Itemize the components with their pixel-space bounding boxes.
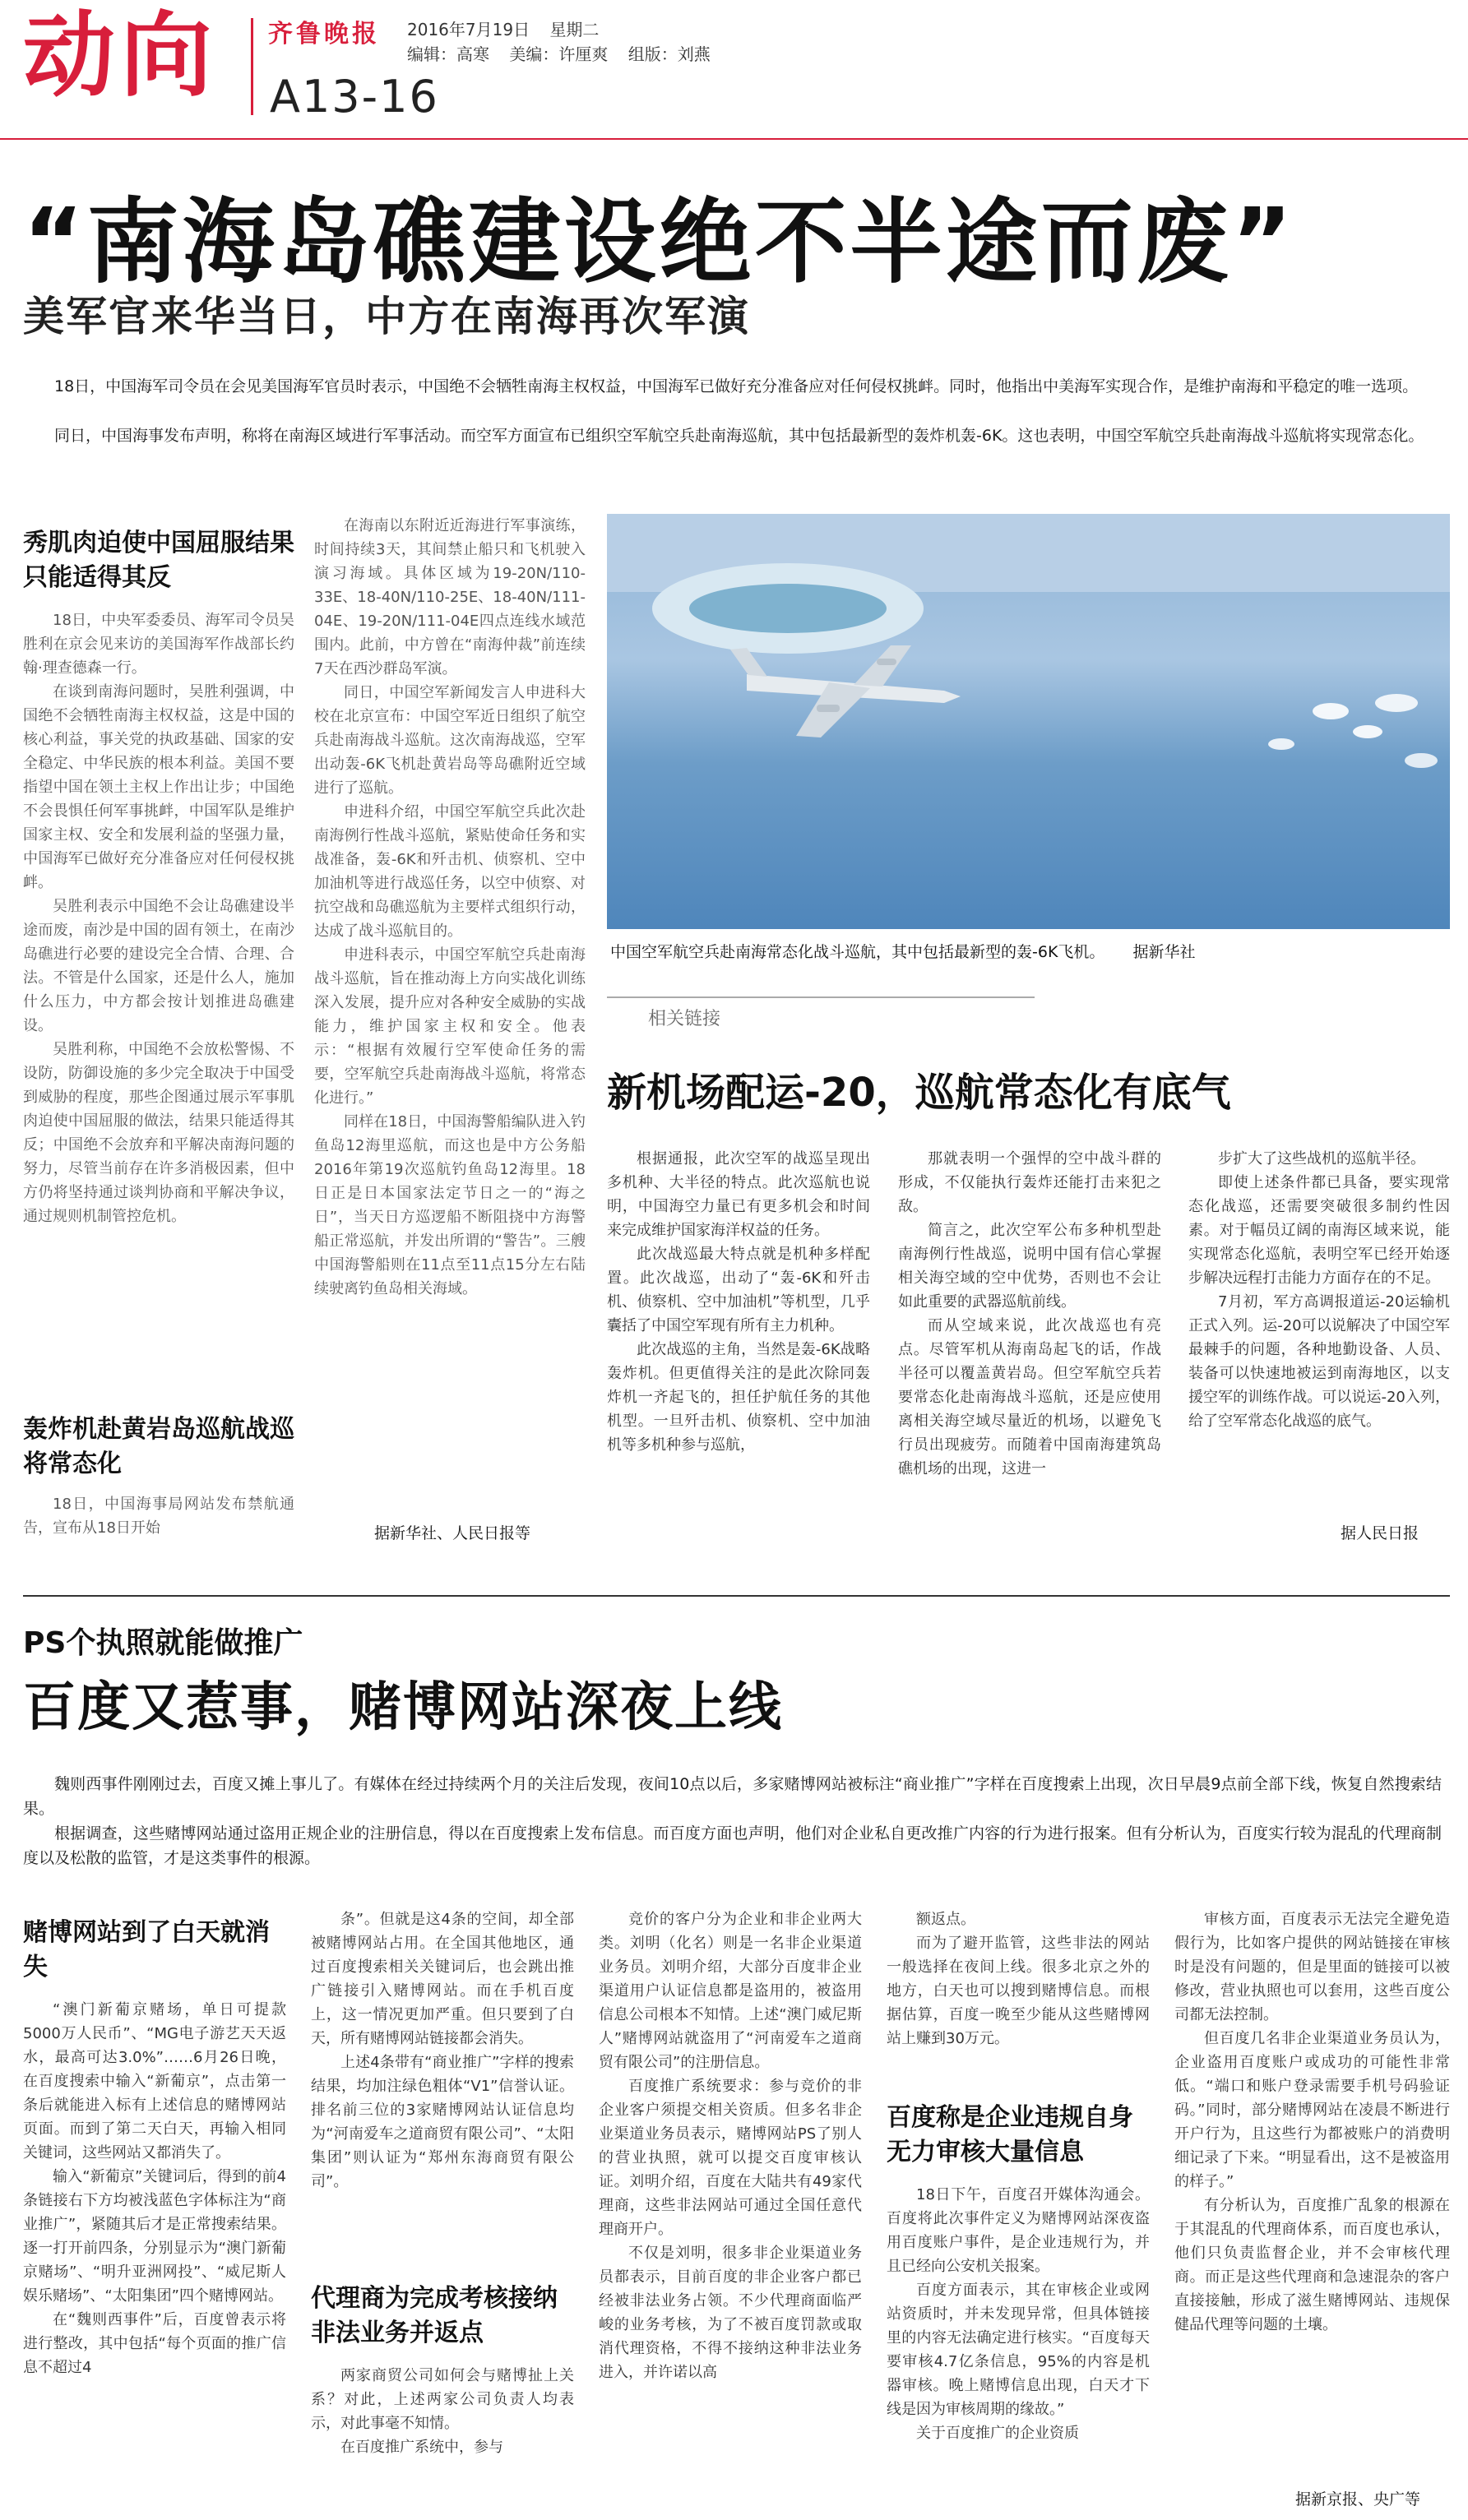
story2-lead-1: 魏则西事件刚刚过去，百度又摊上事儿了。有媒体在经过持续两个月的关注后发现，夜间10点以后，多家赌博网站被标注“商业推广”字样在百度搜索上出现，次日早晨9点前全部下线，恢复自然搜索结果。 bbox=[23, 1775, 1442, 1818]
paragraph: “澳门新葡京赌场，单日可提款5000万人民币”、“MG电子游艺天天返水，最高可达3.0%”……6月26日晚，在百度搜索中输入“新葡京”，点击第一条后就能进入标有上述信息的赌博网站页面。而到了第二天白天，再输入相同关键词，这些网站又都消失了。 bbox=[23, 2001, 286, 2162]
paragraph: 上述4条带有“商业推广”字样的搜索结果，均加注绿色粗体“V1”信誉认证。排名前三位的3家赌博网站认证信息均为“河南爱车之道商贸有限公司”、“太阳集团”则认证为“郑州东海商贸有限公司”。 bbox=[311, 2054, 574, 2190]
section-name: 动向 bbox=[23, 2, 217, 109]
paragraph: 在海南以东附近近海进行军事演练，时间持续3天，其间禁止船只和飞机驶入演习海域。具体区域为19-20N/110-33E、18-40N/110-25E、18-40N/111-04E、19-20N/111-04E四点连线水域范围内。此前，中方曾在“南海仲裁”前连续7天在西沙群岛军演。 bbox=[314, 517, 586, 677]
story2-kicker: PS个执照就能做推广 bbox=[23, 1626, 303, 1660]
page-range: A13-16 bbox=[270, 71, 439, 123]
story2-col5-body bbox=[1174, 1907, 1450, 2483]
related-link-tag bbox=[607, 996, 1035, 1033]
story2-lead-2: 根据调查，这些赌博网站通过盗用正规企业的注册信息，得以在百度搜索上发布信息。而百度方面也声明，他们对企业私自更改推广内容的行为进行报案。但有分析认为，百度实行较为混乱的代理商制度以及松散的监管，才是这类事件的根源。 bbox=[23, 1824, 1442, 1867]
story2-col2-head: 代理商为完成考核接纳非法业务并返点 bbox=[311, 2284, 558, 2347]
story1-subhead: 美军官来华当日，中方在南海再次军演 bbox=[23, 293, 750, 340]
story1-col1b-head: 轰炸机赴黄岩岛巡航战巡将常态化 bbox=[23, 1415, 294, 1478]
paragraph: 即使上述条件都已具备，要实现常态化战巡，还需要突破很多制约性因素。对于幅员辽阔的南海区域来说，能实现常态化巡航，表明空军已经开始逐步解决远程打击能力方面存在的不足。 bbox=[1188, 1174, 1450, 1287]
paragraph: 不仅是刘明，很多非企业渠道业务员都表示，目前百度的非企业客户都已经被非法业务占领。不少代理商面临严峻的业务考核，为了不被百度罚款或取消代理资格，不得不接纳这种非法业务进入，并许诺以高 bbox=[599, 2245, 862, 2381]
paragraph: 在百度推广系统中，参与 bbox=[340, 2439, 503, 2456]
story1-lead-2: 同日，中国海事发布声明，称将在南海区域进行军事活动。而空军方面宣布已组织空军航空兵赴南海巡航，其中包括最新型的轰炸机轰-6K。这也表明，中国空军航空兵赴南海战斗巡航将实现常态化。 bbox=[54, 427, 1424, 445]
story2-col4-body2 bbox=[887, 2183, 1150, 2508]
story2-credit: 据新京报、央广等 bbox=[1295, 2490, 1421, 2508]
paragraph: 吴胜利表示中国绝不会让岛礁建设半途而废，南沙是中国的固有领土，在南沙岛礁进行必要的建设完全合情、合理、合法。不管是什么国家，还是什么人，施加什么压力，中方都会按计划推进岛礁建设。 bbox=[23, 898, 294, 1034]
paragraph: 两家商贸公司如何会与赌博扯上关系？对此，上述两家公司负责人均表示，对此事毫不知情。 bbox=[311, 2367, 574, 2432]
news-photo bbox=[607, 514, 1450, 929]
paragraph: 而为了避开监管，这些非法的网站一般选择在夜间上线。很多北京之外的地方，白天也可以搜到赌博信息。而根据估算，百度一晚至少能从这些赌博网站上赚到30万元。 bbox=[887, 1935, 1150, 2047]
paragraph: 那就表明一个强悍的空中战斗群的形成，不仅能执行轰炸还能打击来犯之敌。 bbox=[898, 1150, 1161, 1215]
paragraph: 有分析认为，百度推广乱象的根源在于其混乱的代理商体系，而百度也承认，他们只负责监督企业，并不会审核代理商。而正是这些代理商和急速混杂的客户直接接触，形成了滋生赌博网站、违规保健品代理等问题的土壤。 bbox=[1174, 2197, 1450, 2333]
story1-col1-head: 秀肌肉迫使中国屈服结果只能适得其反 bbox=[23, 529, 294, 592]
story2-headline: 百度又惹事，赌博网站深夜上线 bbox=[23, 1677, 783, 1738]
reef-lagoon bbox=[689, 584, 887, 633]
section-divider bbox=[23, 1595, 1450, 1597]
paragraph: 在“魏则西事件”后，百度曾表示将进行整改，其中包括“每个页面的推广信息不超过4 bbox=[23, 2311, 286, 2376]
bomber-aircraft bbox=[730, 645, 961, 738]
masthead bbox=[0, 0, 1468, 140]
story2-col2-body2 bbox=[311, 2364, 574, 2508]
paragraph: 18日，中央军委委员、海军司令员吴胜利在京会见来访的美国海军作战部长约翰·理查德森一行。 bbox=[23, 612, 294, 677]
editor-credit: 编辑：高寒 bbox=[407, 44, 489, 64]
story1-headline: “南海岛礁建设绝不半途而废” bbox=[23, 189, 1296, 296]
story2-col2-body bbox=[311, 1907, 574, 2253]
story1-col1-body bbox=[23, 608, 294, 1414]
paragraph: 在谈到南海问题时，吴胜利强调，中国绝不会牺牲南海主权权益，这是中国的核心利益，事关党的执政基础、国家的安全稳定、中华民族的根本利益。美国不要指望中国在领土主权上作出让步；中国绝不会畏惧任何军事挑衅，中国军队是维护国家主权、安全和发展利益的坚强力量，中国海军已做好充分准备应对任何侵权挑衅。 bbox=[23, 683, 294, 891]
paragraph: 此次战巡最大特点就是机种多样配置。此次战巡，出动了“轰-6K和歼击机、侦察机、空中加油机”等机型，几乎囊括了中国空军现有所有主力机种。 bbox=[607, 1246, 870, 1334]
paragraph: 步扩大了这些战机的巡航半径。 bbox=[1218, 1150, 1425, 1168]
photo-caption bbox=[610, 940, 1195, 962]
paragraph: 同日，中国空军新闻发言人申进科大校在北京宣布：中国空军近日组织了航空兵赴南海战斗巡航。这次南海战巡，空军出动轰-6K飞机赴黄岩岛等岛礁附近空域进行了巡航。 bbox=[314, 684, 586, 797]
story1-col1b-body bbox=[23, 1492, 294, 1540]
related-col-c bbox=[1188, 1147, 1450, 1513]
masthead-staff-row bbox=[407, 41, 711, 65]
paragraph: 简言之，此次空军公布多种机型赴南海例行性战巡，说明中国有信心掌握相关海空域的空中优势，否则也不会让如此重要的武器巡航前线。 bbox=[898, 1222, 1161, 1311]
story1-lead-1: 18日，中国海军司令员在会见美国海军官员时表示，中国绝不会牺牲南海主权权益，中国海军已做好充分准备应对任何侵权挑衅。同时，他指出中美海军实现合作，是维护南海和平稳定的唯一选项。 bbox=[54, 377, 1419, 395]
related-col-b bbox=[898, 1147, 1161, 1533]
layout-editor-credit: 组版：刘燕 bbox=[627, 44, 711, 64]
photo-caption-text: 中国空军航空兵赴南海常态化战斗巡航，其中包括最新型的轰-6K飞机。 bbox=[610, 943, 1105, 961]
paragraph: 输入“新葡京”关键词后，得到的前4条链接右下方均被浅蓝色字体标注为“商业推广”，紧随其后才是正常搜索结果。逐一打开前四条，分别显示为“澳门新葡京赌场”、“明升亚洲网投”、“威尼斯人娱乐赌场”、“太阳集团”四个赌博网站。 bbox=[23, 2168, 286, 2305]
paragraph: 吴胜利称，中国绝不会放松警惕、不设防，防御设施的多少完全取决于中国受到威胁的程度，那些企图通过展示军事肌肉迫使中国屈服的做法，结果只能适得其反；中国绝不会放弃和平解决南海问题的努力，尽管当前存在许多消极因素，但中方仍将坚持通过谈判协商和平解决争议，通过规则机制管控危机。 bbox=[23, 1041, 294, 1225]
paragraph: 关于百度推广的企业资质 bbox=[916, 2425, 1079, 2442]
issue-date: 2016年7月19日 bbox=[407, 20, 530, 39]
related-headline: 新机场配运-20，巡航常态化有底气 bbox=[607, 1070, 1231, 1116]
photo-credit: 据新华社 bbox=[1132, 943, 1196, 961]
paragraph: 竞价的客户分为企业和非企业两大类。刘明（化名）则是一名非企业渠道业务员。刘明介绍，大部分百度非企业渠道用户认证信息都是盗用的，被盗用信息公司根本不知情。上述“澳门威尼斯人”赌博网站就盗用了“河南爱车之道商贸有限公司”的注册信息。 bbox=[599, 1911, 862, 2071]
story2-col4-body bbox=[887, 1907, 1150, 2097]
related-link-label: 相关链接 bbox=[648, 1009, 721, 1029]
cloud bbox=[1268, 738, 1294, 750]
masthead-date-row bbox=[407, 16, 599, 40]
paragraph: 7月初，军方高调报道运-20运输机正式入列。运-20可以说解决了中国空军最棘手的问题，各种地勤设备、人员、装备可以快速地被运到南海地区，以支援空军的训练作战。可以说运-20入列，给了空军常态化战巡的底气。 bbox=[1188, 1293, 1450, 1430]
paper-logo: 齐鲁晚报 bbox=[268, 20, 380, 49]
related-credit: 据人民日报 bbox=[1341, 1524, 1419, 1542]
art-editor-credit: 美编：许厘爽 bbox=[509, 44, 609, 64]
paragraph: 申进科介绍，中国空军航空兵此次赴南海例行性战斗巡航，紧贴使命任务和实战准备，轰-6K和歼击机、侦察机、空中加油机等进行战巡任务，以空中侦察、对抗空战和岛礁巡航为主要样式组织行动，达成了战斗巡航目的。 bbox=[314, 803, 586, 940]
cloud bbox=[1353, 725, 1382, 738]
story1-credit: 据新华社、人民日报等 bbox=[374, 1524, 531, 1542]
story2-col1-body bbox=[23, 1998, 286, 2508]
paragraph: 额返点。 bbox=[916, 1911, 975, 1928]
issue-weekday: 星期二 bbox=[549, 20, 600, 39]
cloud bbox=[1405, 753, 1438, 768]
paragraph: 审核方面，百度表示无法完全避免造假行为，比如客户提供的网站链接在审核时是没有问题的，但是里面的链接可以被修改，营业执照也可以套用，这些百度公司都无法控制。 bbox=[1174, 1911, 1450, 2023]
paragraph: 18日下午，百度召开媒体沟通会。百度将此次事件定义为赌博网站深夜盗用百度账户事件，是企业违规行为，并且已经向公安机关报案。 bbox=[887, 2186, 1150, 2275]
paragraph: 条”。但就是这4条的空间，却全部被赌博网站占用。在全国其他地区，通过百度搜索相关关键词后，也会跳出推广链接引入赌博网站。而在手机百度上，这一情况更加严重。但只要到了白天，所有赌博网站链接都会消失。 bbox=[311, 1911, 574, 2047]
paragraph: 百度方面表示，其在审核企业或网站资质时，并未发现异常，但具体链接里的内容无法确定进行核实。“百度每天要审核4.7亿条信息，95%的内容是机器审核。晚上赌博信息出现，白天才下线是因为审核周期的缘故。” bbox=[887, 2282, 1150, 2418]
paragraph: 百度推广系统要求：参与竞价的非企业客户须提交相关资质。但多名非企业渠道业务员表示，赌博网站PS了别人的营业执照，就可以提交百度审核认证。刘明介绍，百度在大陆共有49家代理商，这些非法网站可通过全国任意代理商开户。 bbox=[599, 2078, 862, 2238]
cloud bbox=[1375, 694, 1418, 712]
bomber-over-island-illustration bbox=[607, 514, 1450, 929]
cloud bbox=[1313, 703, 1349, 719]
paragraph: 根据通报，此次空军的战巡呈现出多机种、大半径的特点。此次巡航也说明，中国海空力量已有更多机会和时间来完成维护国家海洋权益的任务。 bbox=[607, 1150, 870, 1239]
related-col-a bbox=[607, 1147, 870, 1533]
paragraph: 申进科表示，中国空军航空兵赴南海战斗巡航，旨在推动海上方向实战化训练深入发展，提升应对各种安全威胁的实战能力，维护国家主权和安全。他表示：“根据有效履行空军使命任务的需要，空军航空兵赴南海战斗巡航，将常态化进行。” bbox=[314, 946, 586, 1107]
masthead-rule bbox=[0, 138, 1468, 140]
paragraph: 18日，中国海事局网站发布禁航通告，宣布从18日开始 bbox=[23, 1496, 294, 1537]
paragraph: 但百度几名非企业渠道业务员认为，企业盗用百度账户或成功的可能性非常低。“端口和账户登录需要手机号码验证码。”同时，部分赌博网站在凌晨不断进行开户行为，且这些行为都被账户的消费明细记录了下来。“明显看出，这不是被盗用的样子。” bbox=[1174, 2030, 1450, 2190]
story2-col4-head: 百度称是企业违规自身无力审核大量信息 bbox=[887, 2103, 1133, 2166]
paragraph: 同样在18日，中国海警船编队进入钓鱼岛12海里巡航，而这也是中方公务船2016年第19次巡航钓鱼岛12海里。18日正是日本国家法定节日之一的“海之日”，当天日方巡逻船不断阻挠中方海警船正常巡航，并发出所谓的“警告”。三艘中国海警船则在11点至11点15分左右陆续驶离钓鱼岛相关海域。 bbox=[314, 1113, 586, 1297]
story2-col1-head: 赌博网站到了白天就消失 bbox=[23, 1918, 270, 1981]
story2-col3-body bbox=[599, 1907, 862, 2508]
story1-col2-body bbox=[314, 514, 586, 1513]
paragraph: 而从空域来说，此次战巡也有亮点。尽管军机从海南岛起飞的话，作战半径可以覆盖黄岩岛。但空军航空兵若要常态化赴南海战斗巡航，还是应使用离相关海空域尽量近的机场，以避免飞行员出现疲劳。而随着中国南海建筑岛礁机场的出现，这进一 bbox=[898, 1317, 1161, 1477]
paragraph: 此次战巡的主角，当然是轰-6K战略轰炸机。但更值得关注的是此次除同轰炸机一齐起飞的，担任护航任务的其他机型。一旦歼击机、侦察机、空中加油机等多机种参与巡航， bbox=[607, 1341, 870, 1454]
masthead-divider bbox=[251, 18, 253, 115]
